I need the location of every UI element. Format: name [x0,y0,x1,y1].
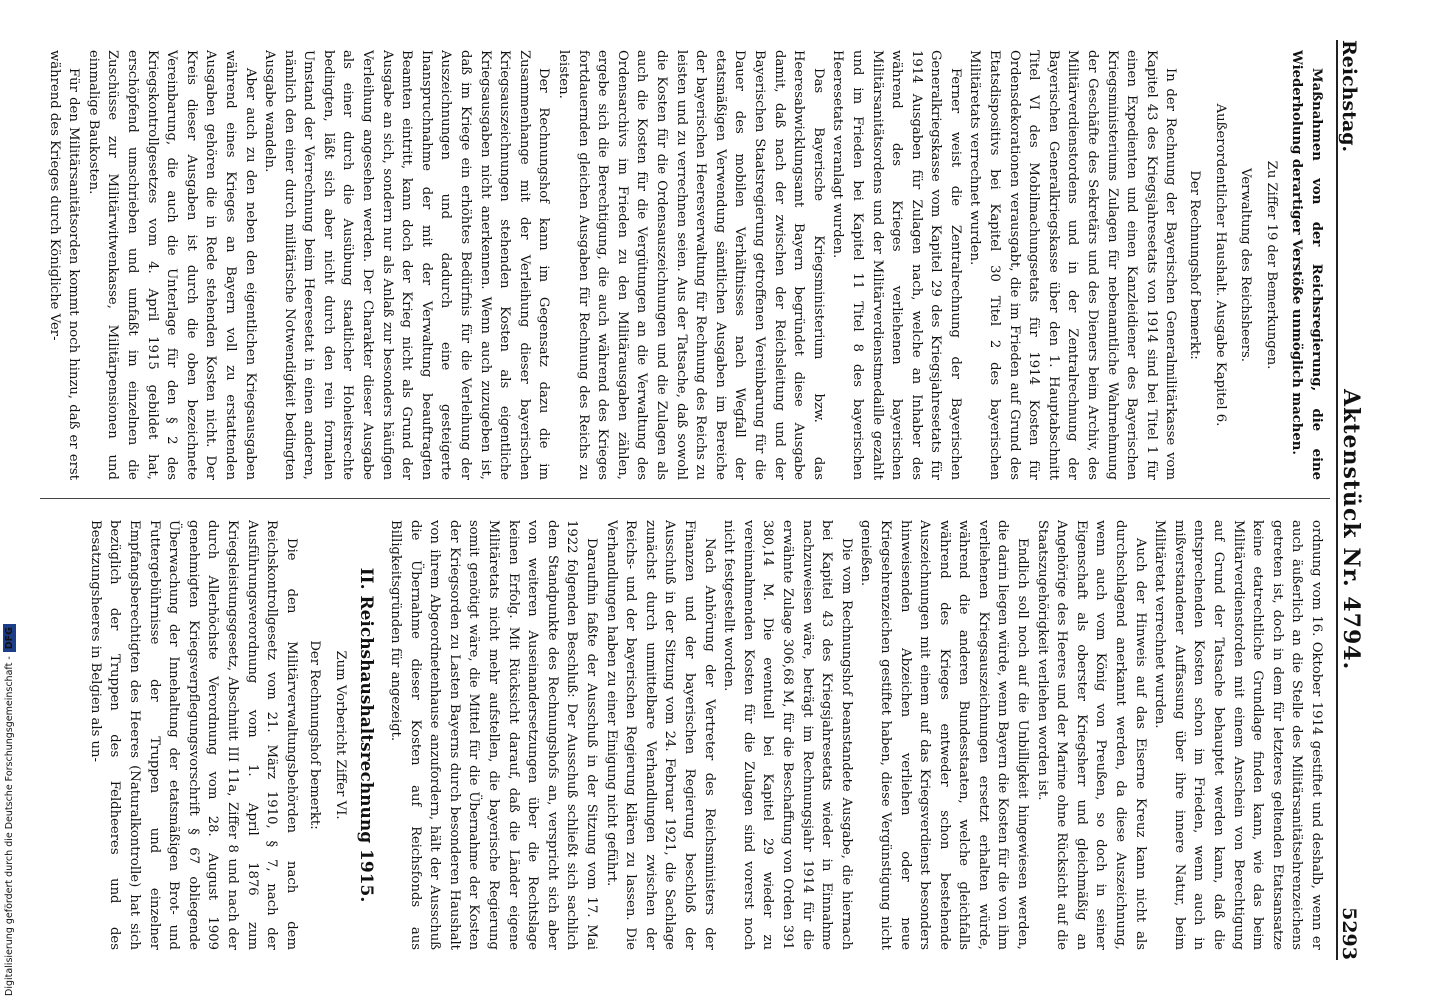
paragraph: Aber auch zu den neben den eigentlichen Kriegsausgaben während eines Krieges an Bayern voll zu erstattenden Ausgaben gehören die in Rede stehenden Kosten nicht. Der Kreis dieser Ausgaben ist durch die oben bezeichnete Vereinbarung, die auch die Unterlage für den § 2 des Kriegskontrollgesetzes vom 4. April 1915 gebildet hat, erschöpfend umschrieben und umfaßt im einzelnen die Zuschüsse zur Militärwitwenkasse, Militärpensionen und einmalige Baukosten. [85,50,258,480]
paragraph: Das Bayerische Kriegsministerium bzw. das Heeresabwicklungsamt Bayern begründet diese Ausgabe damit, daß nach der zwischen der Reichsleitung und der Bayerischen Staatsregierung getroffenen Vereinbarung für die Dauer des mobilen Verhältnisses nach Wegfall der etatsmäßigen Verwendung sämtlichen Ausgaben im Bereiche der bayerischen Heeresverwaltung für Rechnung des Reichs zu leisten und zu verrechnen seien. Aus der Tatsache, daß sowohl die Kosten für die Ordensauszeichnungen und die Zulagen als auch die Kosten für die Vergütungen an die Verwaltung des Ordensarchivs im Frieden zu den Militärausgaben zählen, ergebe sich die Berechtigung, die auch während des Krieges fortdauernden gleichen Ausgaben für Rechnung des Reichs zu leisten. [556,50,826,480]
section-heading: Zum Vorbericht Ziffer VI. [332,650,348,820]
paragraph: ordnung vom 16. Oktober 1914 gestiftet und deshalb, wenn er auch äußerlich an die Stelle des Militärsanitätsehrenzeichens getreten ist, doch in dem für letzteres geltenden Etatsansatze keine etatrechtliche Grundlage finden kann, wie das beim Militärverdienstorden mit einem Anschein von Berechtigung auf Grund der Tatsache behauptet werden kann, daß die entsprechenden Kosten schon im Frieden, wenn auch in mißverstandener Auffassung über ihre innere Natur, beim Militäretat verrechnet wurden. [1152,520,1324,950]
paragraph: Endlich soll noch auf die Unbilligkeit hingewiesen werden, die darin liegen würde, wenn Bayern die Kosten für die von ihm verliehenen Kriegsauszeichnungen ersetzt erhalten würde, während die anderen Bundesstaaten, welche gleichfalls während des Krieges entweder schon bestehende Auszeichnungen mit einem auf das Kriegsverdienst besonders hinweisenden Abzeichen verliehen oder neue Kriegsehrenzeichen gestiftet haben, diese Vergünstigung nicht genießen. [858,520,1031,950]
left-column [36,50,1326,480]
page-header [1336,40,1372,960]
page-number: 5293 [1338,907,1360,960]
section-heading: Verwaltung des Reichsheers. [1238,168,1254,362]
paragraph: Die vom Rechnungshof beanstandete Ausgabe, die hiernach bei Kapitel 43 des Kriegsjahresetats wieder in Einnahme nachzuweisen wäre, beträgt im Rechnungsjahr 1914 für die erwähnte Zulage 306,68 M, für die Beschaffung von Orden 391 380,14 M. Die eventuell bei Kapitel 29 wieder zu vereinnahmenden Kosten für die Zulagen sind vorerst noch nicht festgestellt worden. [721,520,854,950]
paragraph: Die den Militärverwaltungsbehörden nach dem Reichskontrollgesetz vom 21. März 1910, § 7, nach der Ausführungsverordnung vom 1. April 1876 zum Kriegsleistungsgesetz, Abschnitt III 11a, Ziffer 8 und nach der durch Allerhöchste Verordnung vom 28. August 1909 genehmigten Kriegsverpflegungsvorschrift § 67 obliegende Überwachung der Innehaltung der etatsmäßigen Brot- und Futtergebührnisse der Truppen und einzelner Empfangsberechtigten des Heeres (Naturalkontrolle) hat sich bezüglich der Truppen des Feldheeres und des Besatzungsheeres in Belgien als un- [87,520,299,950]
section-heading: II. Reichshaushaltsrechnung 1915. [356,567,377,903]
header-title: Aktenstück Nr. 4794. [1338,389,1364,671]
section-heading: Der Rechnungshof bemerkt: [1187,170,1203,360]
side-note-label: Digitalisierung gefördert durch die Deutsche Forschungsgemeinschaft - [4,656,15,996]
right-column [36,520,1326,950]
section-heading: Außerordentlicher Haushalt. Ausgabe Kapitel 6. [1212,103,1228,427]
section-heading: Zu Ziffer 19 der Bemerkungen. [1263,160,1279,370]
paragraph: Ferner weist die Zentralrechnung der Bayerischen Generalkriegskasse vom Kapitel 29 des Kriegsjahresetats für 1914 Ausgaben für Zulagen nach, welche an Inhaber des während des Krieges verliehenen bayerischen Militärsanitätsordens und der Militärverdienstmedaille gezahlt und im Frieden bei Kapitel 11 Titel 8 des bayerischen Heeresetats veranlagt wurden. [830,50,963,480]
paragraph: Daraufhin faßte der Ausschuß in der Sitzung vom 17. Mai 1922 folgenden Beschluß: Der Ausschuß schließt sich sachlich dem Standpunkte des Rechnungshofs an, verspricht sich aber von weiteren Auseinandersetzungen über die Rechtslage keinen Erfolg. Mit Rücksicht darauf, daß die Länder eigene Militäretats nicht mehr aufstellen, die bayerische Regierung somit genötigt wäre, die Mittel für die Übernahme der Kosten der Kriegsorden zu Lasten Bayerns durch besonderen Haushalt von ihrem Abgeordnetenhause anzufordern, hält der Ausschuß die Übernahme dieser Kosten auf Reichsfonds aus Billigkeitsgründen für angezeigt. [388,520,600,950]
paragraph: Der Rechnungshof kann im Gegensatz dazu die im Zusammenhange mit der Verleihung dieser bayerischen Kriegsauszeichnungen stehenden Kosten als eigentliche Kriegsausgaben nicht anerkennen. Wenn auch zuzugeben ist, daß im Kriege ein erhöhtes Bedürfnis für die Verleihung der Auszeichnungen und dadurch eine gesteigerte Inanspruchnahme der mit der Verwaltung beauftragten Beamten eintritt, kann doch der Krieg nicht als Grund der Ausgabe an sich, sondern nur als Anlaß zur besonders häufigen Verleihung angesehen werden. Der Charakter dieser Ausgabe als einer durch die Ausübung staatlicher Hoheitsrechte bedingten, läßt sich aber nicht durch den rein formalen Umstand der Verrechnung beim Heeresetat in einen anderen, nämlich den einer durch militärische Notwendigkeit bedingten Ausgabe wandeln. [262,50,552,480]
dfg-logo: DFG [3,624,16,652]
section-heading: Der Rechnungshof bemerkt: [307,640,323,830]
side-note-text [3,624,16,996]
paragraph: Nach Anhörung der Vertreter des Reichsministers der Finanzen und der bayerischen Regierung beschloß der Ausschuß in der Sitzung vom 24. Februar 1921, die Sachlage zunächst durch unmittelbare Verhandlungen zwischen der Reichs- und der bayerischen Regierung klären zu lassen. Die Verhandlungen haben zu einer Einigung nicht geführt. [603,520,717,950]
column-divider [40,498,1330,499]
side-note [2,396,18,996]
paragraph: In der Rechnung der Bayerischen Generalmilitärkasse vom Kapitel 43 des Kriegsjahresetats von 1914 sind bei Titel 1 für einen Expedienten und einen Kanzleidiener des Bayerischen Kriegsministeriums Zulagen für nebenamtliche Wahrnehmung der Geschäfte des Sekretärs und des Dieners beim Archiv, des Militärverdienstordens und in der Zentralrechnung der Bayerischen Generalkriegskasse über den 1. Hauptabschnitt Titel VI des Mobilmachungsetats für 1914 Kosten für Ordensdekorationen verausgabt, die im Frieden auf Grund des Etatsdispositivs bei Kapitel 30 Titel 2 des bayerischen Militäretats verrechnet wurden. [967,50,1179,480]
paragraph: Für den Militärsanitätsorden kommt noch hinzu, daß er erst während des Krieges durch Königliche Ver- [46,50,82,480]
paragraph: Maßnahmen von der Reichsregierung, die eine Wiederholung derartiger Verstöße unmöglich machen. [1289,50,1324,480]
header-left: Reichstag. [1338,40,1360,153]
paragraph: Auch der Hinweis auf das Eiserne Kreuz kann nicht als durchschlagend anerkannt werden, da diese Auszeichnung, wenn auch vom König von Preußen, so doch in seiner Eigenschaft als oberster Kriegsherr und gleichmäßig an Angehörige des Heeres und der Marine ohne Rücksicht auf die Staatszugehörigkeit verliehen worden ist. [1034,520,1148,950]
